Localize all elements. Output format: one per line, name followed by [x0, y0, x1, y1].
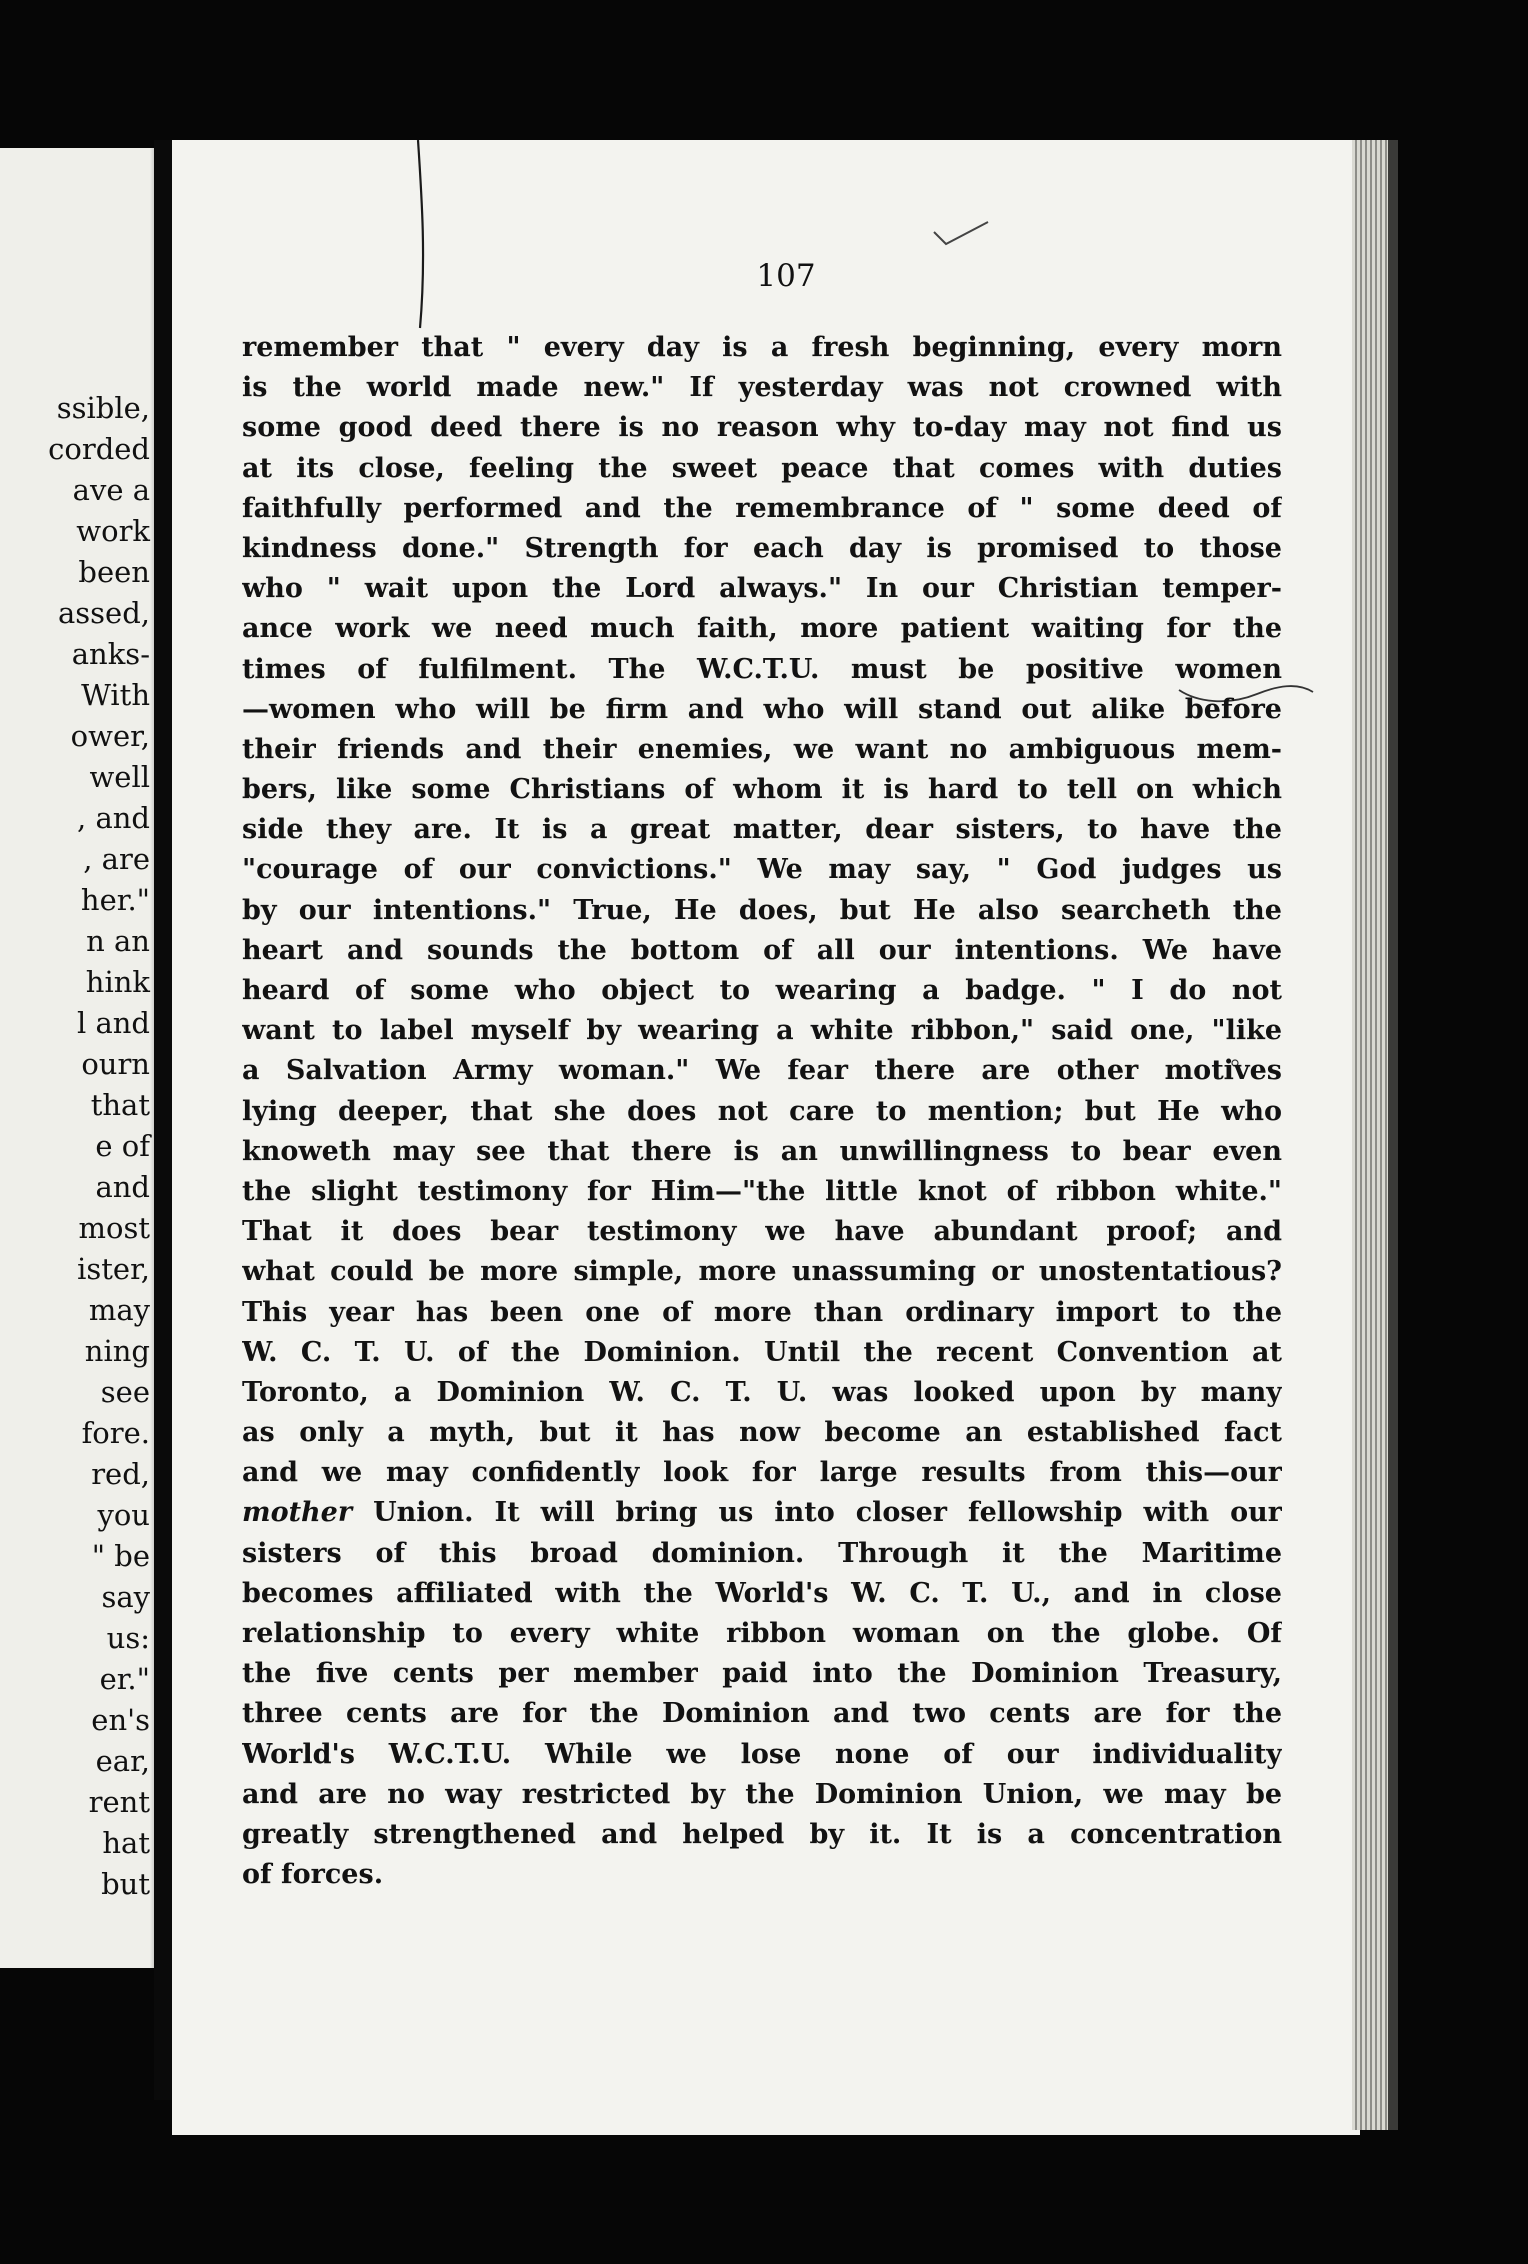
text-line: of forces. [242, 1859, 384, 1891]
left-page-line: see [100, 1375, 150, 1409]
left-page-line: rent [88, 1785, 150, 1819]
text-line: bers, like some Christians of whom it is hard to tell on which [242, 774, 1282, 806]
text-line: side they are. It is a great matter, dear sisters, to have the [242, 814, 1282, 846]
text-line: at its close, feeling the sweet peace that comes with duties [242, 452, 1282, 484]
text-line: heart and sounds the bottom of all our intentions. We have [242, 934, 1282, 966]
left-page-line: ister, [77, 1252, 150, 1286]
text-line: who " wait upon the Lord always." In our Christian temper- [242, 573, 1282, 605]
left-page-line: you [97, 1498, 150, 1532]
left-page-line: assed, [58, 596, 150, 630]
left-page-line: been [78, 555, 150, 589]
text-line: greatly strengthened and helped by it. It is a concentration [242, 1818, 1282, 1850]
left-page-line: anks- [71, 637, 150, 671]
page-block-edge [1352, 140, 1390, 2130]
text-line: what could be more simple, more unassuming or unostentatious? [242, 1256, 1282, 1288]
text-line: remember that " every day is a fresh beginning, every morn [242, 332, 1282, 363]
right-page [172, 140, 1360, 2135]
left-page [0, 148, 160, 1968]
text-line: faithfully performed and the remembrance of " some deed of [242, 492, 1282, 524]
page-block-shadow [1388, 140, 1398, 2130]
left-page-line: en's [91, 1703, 150, 1737]
text-line: That it does bear testimony we have abundant proof; and [242, 1216, 1282, 1248]
text-line: by our intentions." True, He does, but He also searcheth the [242, 894, 1282, 926]
left-page-line: and [95, 1170, 150, 1204]
left-page-line: may [88, 1293, 150, 1327]
left-page-line: well [89, 760, 150, 794]
text-line: ance work we need much faith, more patient waiting for the [242, 613, 1282, 645]
left-page-line: that [90, 1088, 150, 1122]
left-page-line: fore. [81, 1416, 150, 1450]
text-line: lying deeper, that she does not care to mention; but He who [242, 1095, 1282, 1127]
text-line: as only a myth, but it has now become an established fact [242, 1417, 1282, 1449]
text-line: heard of some who object to wearing a badge. " I do not [242, 975, 1282, 1006]
text-line: relationship to every white ribbon woman on the globe. Of [242, 1618, 1282, 1649]
page-number: 107 [756, 258, 816, 294]
left-page-line: red, [91, 1457, 150, 1491]
left-page-line: corded [48, 432, 150, 466]
text-line: kindness done." Strength for each day is promised to those [242, 532, 1282, 564]
left-page-line: us: [106, 1621, 150, 1655]
text-line: a Salvation Army woman." We fear there are other motives [242, 1055, 1282, 1087]
text-line: W. C. T. U. of the Dominion. Until the recent Convention at [242, 1336, 1282, 1368]
text-line: times of fulfilment. The W.C.T.U. must be positive women [242, 653, 1282, 685]
left-page-line: say [101, 1580, 150, 1614]
left-page-line: ssible, [56, 391, 150, 425]
left-page-line: but [101, 1867, 150, 1901]
text-line: becomes affiliated with the World's W. C. T. U., and in close [242, 1577, 1282, 1609]
text-line: their friends and their enemies, we want no ambiguous mem- [242, 733, 1282, 765]
text-line: This year has been one of more than ordinary import to the [242, 1296, 1282, 1328]
left-page-line: ourn [81, 1047, 150, 1081]
left-page-line: her." [80, 883, 150, 917]
text-line: and we may confidently look for large results from this—our [242, 1457, 1282, 1489]
text-line-rest: Union. It will bring us into closer fellowship with our [373, 1497, 1282, 1529]
left-page-line: ning [84, 1334, 150, 1368]
left-page-line: hink [85, 965, 150, 999]
text-line: World's W.C.T.U. While we lose none of our individuality [242, 1738, 1282, 1770]
text-line: the five cents per member paid into the Dominion Treasury, [242, 1658, 1282, 1690]
body-text [242, 328, 1282, 1895]
text-line: "courage of our convictions." We may say, " God judges us [242, 854, 1282, 886]
left-page-line: work [76, 514, 150, 548]
left-page-line: hat [102, 1826, 150, 1860]
text-line: the slight testimony for Him—"the little knot of ribbon white." [242, 1175, 1282, 1207]
text-line: three cents are for the Dominion and two cents are for the [242, 1698, 1282, 1730]
left-page-line: ear, [95, 1744, 150, 1778]
left-page-line: l and [76, 1006, 150, 1040]
text-line: Toronto, a Dominion W. C. T. U. was looked upon by many [242, 1376, 1282, 1408]
left-page-line: n an [86, 924, 150, 958]
left-page-line: , and [77, 801, 150, 835]
text-line: want to label myself by wearing a white ribbon," said one, "like [242, 1015, 1282, 1047]
left-page-line: ave a [72, 473, 150, 507]
left-page-line: With [81, 678, 150, 712]
left-page-line: ower, [70, 719, 150, 753]
text-line: knoweth may see that there is an unwillingness to bear even [242, 1135, 1282, 1167]
italic-word: mother [242, 1497, 353, 1529]
text-line: is the world made new." If yesterday was not crowned with [242, 372, 1282, 404]
left-page-line: , are [83, 842, 150, 876]
left-page-line: er." [99, 1662, 150, 1696]
text-line: some good deed there is no reason why to-day may not find us [242, 412, 1282, 444]
pencil-check-mark [932, 218, 992, 258]
pencil-vertical-line [412, 140, 432, 330]
text-line: and are no way restricted by the Dominion Union, we may be [242, 1778, 1282, 1810]
left-page-line: most [78, 1211, 150, 1245]
left-page-text-fragments [0, 388, 150, 1905]
text-line [242, 1493, 1282, 1533]
left-page-line: " be [91, 1539, 150, 1573]
text-line: —women who will be firm and who will stand out alike before [242, 693, 1282, 725]
text-line: sisters of this broad dominion. Through it the Maritime [242, 1537, 1282, 1569]
left-page-line: e of [95, 1129, 150, 1163]
